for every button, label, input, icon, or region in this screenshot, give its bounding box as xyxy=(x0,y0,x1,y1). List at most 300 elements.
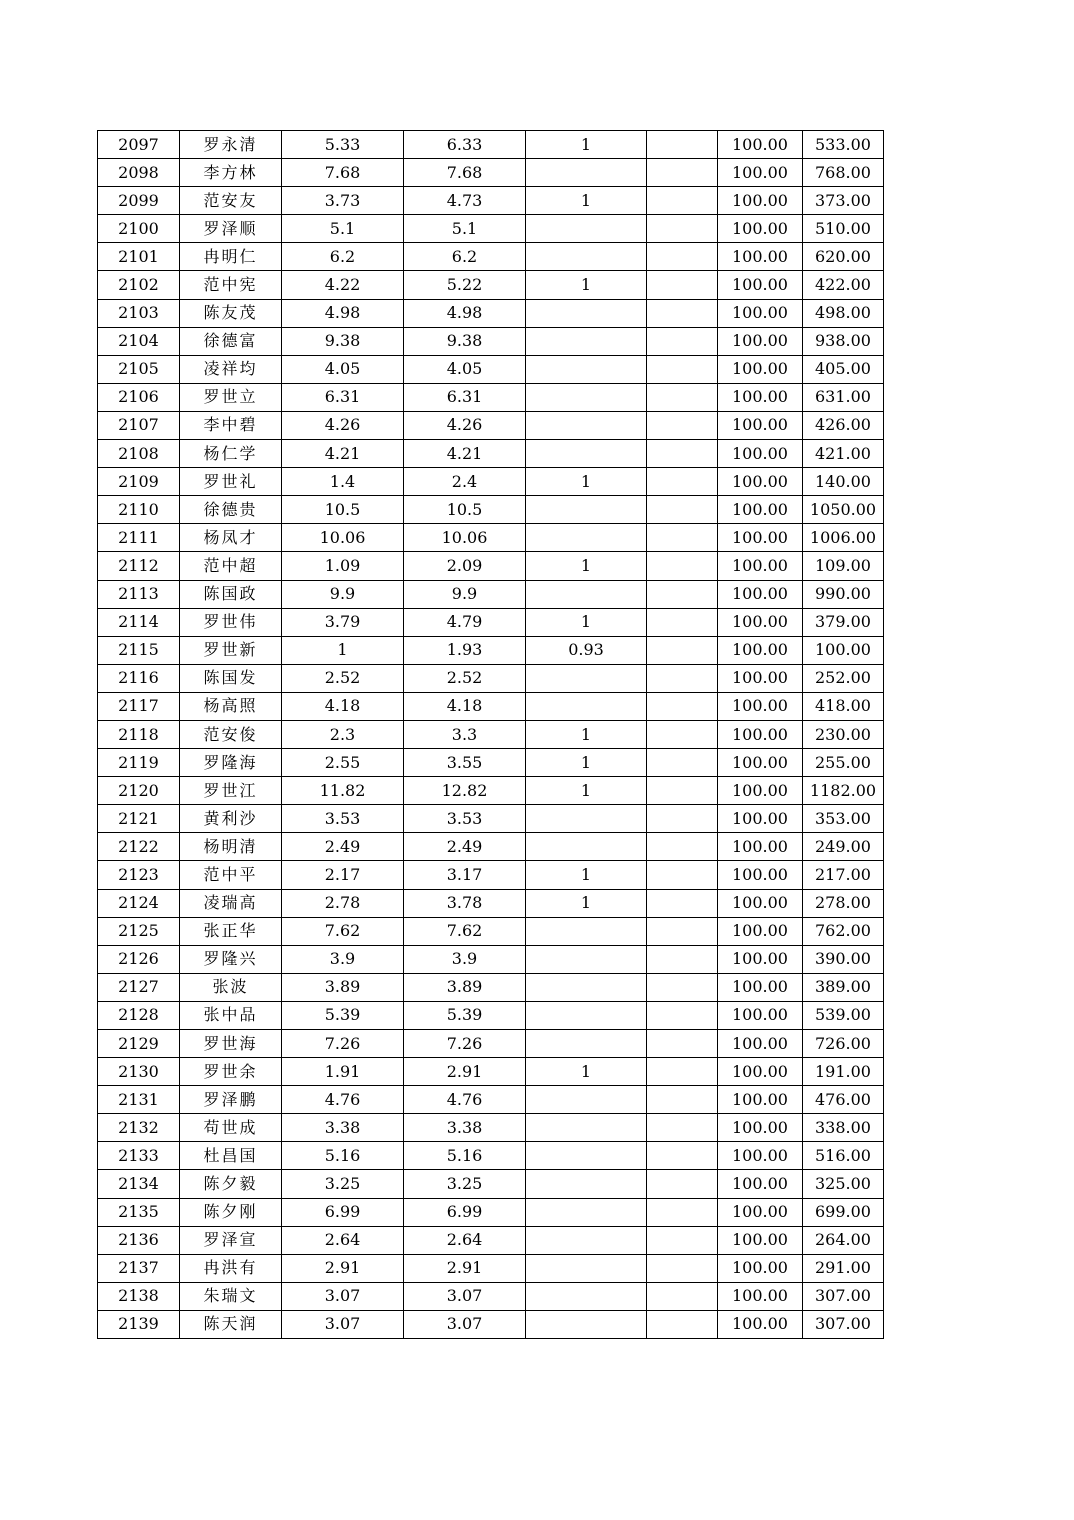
rate-cell: 100.00 xyxy=(718,664,803,692)
value-c-cell xyxy=(526,1114,647,1142)
value-a-cell: 7.62 xyxy=(282,917,404,945)
value-d-cell xyxy=(647,1058,718,1086)
value-b-cell: 5.1 xyxy=(404,215,526,243)
rate-cell: 100.00 xyxy=(718,552,803,580)
value-d-cell xyxy=(647,692,718,720)
table-row xyxy=(98,889,884,917)
row-number-cell: 2109 xyxy=(98,468,180,496)
value-d-cell xyxy=(647,1254,718,1282)
value-b-cell: 3.07 xyxy=(404,1310,526,1338)
amount-cell: 938.00 xyxy=(803,327,884,355)
row-number-cell: 2130 xyxy=(98,1058,180,1086)
value-c-cell xyxy=(526,524,647,552)
amount-cell: 230.00 xyxy=(803,720,884,748)
row-number-cell: 2102 xyxy=(98,271,180,299)
value-a-cell: 3.07 xyxy=(282,1282,404,1310)
value-c-cell: 1 xyxy=(526,889,647,917)
name-cell: 罗世立 xyxy=(180,383,282,411)
table-row xyxy=(98,692,884,720)
value-a-cell: 6.99 xyxy=(282,1198,404,1226)
name-cell: 徐德贵 xyxy=(180,496,282,524)
rate-cell: 100.00 xyxy=(718,327,803,355)
value-a-cell: 6.2 xyxy=(282,243,404,271)
value-a-cell: 7.68 xyxy=(282,159,404,187)
value-a-cell: 3.07 xyxy=(282,1310,404,1338)
value-c-cell xyxy=(526,1226,647,1254)
value-a-cell: 10.5 xyxy=(282,496,404,524)
value-d-cell xyxy=(647,496,718,524)
row-number-cell: 2126 xyxy=(98,945,180,973)
value-b-cell: 6.2 xyxy=(404,243,526,271)
rate-cell: 100.00 xyxy=(718,805,803,833)
row-number-cell: 2108 xyxy=(98,440,180,468)
value-b-cell: 3.53 xyxy=(404,805,526,833)
rate-cell: 100.00 xyxy=(718,468,803,496)
rate-cell: 100.00 xyxy=(718,215,803,243)
rate-cell: 100.00 xyxy=(718,355,803,383)
amount-cell: 353.00 xyxy=(803,805,884,833)
value-a-cell: 7.26 xyxy=(282,1030,404,1058)
amount-cell: 516.00 xyxy=(803,1142,884,1170)
value-b-cell: 3.9 xyxy=(404,945,526,973)
rate-cell: 100.00 xyxy=(718,131,803,159)
value-a-cell: 2.78 xyxy=(282,889,404,917)
table-body xyxy=(98,131,884,1339)
table-row xyxy=(98,945,884,973)
value-c-cell xyxy=(526,1254,647,1282)
value-b-cell: 3.38 xyxy=(404,1114,526,1142)
amount-cell: 379.00 xyxy=(803,608,884,636)
table-row xyxy=(98,1170,884,1198)
rate-cell: 100.00 xyxy=(718,159,803,187)
value-b-cell: 7.26 xyxy=(404,1030,526,1058)
value-d-cell xyxy=(647,383,718,411)
value-d-cell xyxy=(647,1142,718,1170)
rate-cell: 100.00 xyxy=(718,1114,803,1142)
name-cell: 张波 xyxy=(180,973,282,1001)
value-b-cell: 9.9 xyxy=(404,580,526,608)
table-row xyxy=(98,664,884,692)
rate-cell: 100.00 xyxy=(718,411,803,439)
rate-cell: 100.00 xyxy=(718,608,803,636)
row-number-cell: 2101 xyxy=(98,243,180,271)
table-row xyxy=(98,720,884,748)
amount-cell: 217.00 xyxy=(803,861,884,889)
rate-cell: 100.00 xyxy=(718,917,803,945)
value-c-cell xyxy=(526,355,647,383)
value-d-cell xyxy=(647,1226,718,1254)
value-b-cell: 4.21 xyxy=(404,440,526,468)
name-cell: 杨明清 xyxy=(180,833,282,861)
value-a-cell: 3.25 xyxy=(282,1170,404,1198)
row-number-cell: 2110 xyxy=(98,496,180,524)
value-b-cell: 10.5 xyxy=(404,496,526,524)
row-number-cell: 2105 xyxy=(98,355,180,383)
value-a-cell: 11.82 xyxy=(282,777,404,805)
value-c-cell: 0.93 xyxy=(526,636,647,664)
name-cell: 苟世成 xyxy=(180,1114,282,1142)
data-table xyxy=(97,130,884,1339)
value-b-cell: 4.98 xyxy=(404,299,526,327)
rate-cell: 100.00 xyxy=(718,692,803,720)
rate-cell: 100.00 xyxy=(718,496,803,524)
rate-cell: 100.00 xyxy=(718,271,803,299)
value-c-cell xyxy=(526,440,647,468)
value-d-cell xyxy=(647,889,718,917)
value-a-cell: 1.09 xyxy=(282,552,404,580)
value-a-cell: 2.64 xyxy=(282,1226,404,1254)
value-b-cell: 6.31 xyxy=(404,383,526,411)
amount-cell: 325.00 xyxy=(803,1170,884,1198)
value-a-cell: 3.9 xyxy=(282,945,404,973)
table-row xyxy=(98,440,884,468)
row-number-cell: 2100 xyxy=(98,215,180,243)
value-c-cell xyxy=(526,1198,647,1226)
name-cell: 李中碧 xyxy=(180,411,282,439)
rate-cell: 100.00 xyxy=(718,1282,803,1310)
value-c-cell xyxy=(526,917,647,945)
amount-cell: 422.00 xyxy=(803,271,884,299)
value-b-cell: 6.33 xyxy=(404,131,526,159)
rate-cell: 100.00 xyxy=(718,1142,803,1170)
value-d-cell xyxy=(647,917,718,945)
table-row xyxy=(98,833,884,861)
row-number-cell: 2120 xyxy=(98,777,180,805)
table-row xyxy=(98,861,884,889)
table-row xyxy=(98,608,884,636)
value-d-cell xyxy=(647,664,718,692)
value-b-cell: 4.76 xyxy=(404,1086,526,1114)
name-cell: 张中品 xyxy=(180,1001,282,1029)
value-d-cell xyxy=(647,524,718,552)
name-cell: 罗泽宣 xyxy=(180,1226,282,1254)
value-c-cell xyxy=(526,1086,647,1114)
row-number-cell: 2131 xyxy=(98,1086,180,1114)
amount-cell: 421.00 xyxy=(803,440,884,468)
value-c-cell xyxy=(526,692,647,720)
row-number-cell: 2139 xyxy=(98,1310,180,1338)
value-d-cell xyxy=(647,973,718,1001)
value-a-cell: 6.31 xyxy=(282,383,404,411)
value-b-cell: 9.38 xyxy=(404,327,526,355)
rate-cell: 100.00 xyxy=(718,243,803,271)
value-d-cell xyxy=(647,720,718,748)
rate-cell: 100.00 xyxy=(718,383,803,411)
value-b-cell: 2.4 xyxy=(404,468,526,496)
amount-cell: 631.00 xyxy=(803,383,884,411)
value-a-cell: 9.38 xyxy=(282,327,404,355)
table-row xyxy=(98,131,884,159)
amount-cell: 768.00 xyxy=(803,159,884,187)
table-row xyxy=(98,327,884,355)
row-number-cell: 2112 xyxy=(98,552,180,580)
value-c-cell xyxy=(526,159,647,187)
row-number-cell: 2124 xyxy=(98,889,180,917)
value-a-cell: 4.22 xyxy=(282,271,404,299)
value-d-cell xyxy=(647,945,718,973)
value-b-cell: 5.22 xyxy=(404,271,526,299)
table-row xyxy=(98,1030,884,1058)
amount-cell: 426.00 xyxy=(803,411,884,439)
value-a-cell: 9.9 xyxy=(282,580,404,608)
value-b-cell: 4.73 xyxy=(404,187,526,215)
rate-cell: 100.00 xyxy=(718,440,803,468)
rate-cell: 100.00 xyxy=(718,1226,803,1254)
amount-cell: 390.00 xyxy=(803,945,884,973)
table-row xyxy=(98,1058,884,1086)
name-cell: 徐德富 xyxy=(180,327,282,355)
value-d-cell xyxy=(647,440,718,468)
amount-cell: 389.00 xyxy=(803,973,884,1001)
row-number-cell: 2106 xyxy=(98,383,180,411)
value-a-cell: 3.79 xyxy=(282,608,404,636)
value-c-cell: 1 xyxy=(526,271,647,299)
amount-cell: 252.00 xyxy=(803,664,884,692)
row-number-cell: 2107 xyxy=(98,411,180,439)
name-cell: 范中宪 xyxy=(180,271,282,299)
name-cell: 罗世海 xyxy=(180,1030,282,1058)
table-row xyxy=(98,468,884,496)
table-row xyxy=(98,1310,884,1338)
amount-cell: 249.00 xyxy=(803,833,884,861)
rate-cell: 100.00 xyxy=(718,1001,803,1029)
row-number-cell: 2122 xyxy=(98,833,180,861)
name-cell: 杜昌国 xyxy=(180,1142,282,1170)
amount-cell: 140.00 xyxy=(803,468,884,496)
amount-cell: 418.00 xyxy=(803,692,884,720)
value-a-cell: 2.55 xyxy=(282,749,404,777)
value-a-cell: 4.26 xyxy=(282,411,404,439)
row-number-cell: 2104 xyxy=(98,327,180,355)
row-number-cell: 2135 xyxy=(98,1198,180,1226)
value-c-cell: 1 xyxy=(526,720,647,748)
table-row xyxy=(98,1282,884,1310)
table-row xyxy=(98,1198,884,1226)
table-row xyxy=(98,187,884,215)
rate-cell: 100.00 xyxy=(718,833,803,861)
rate-cell: 100.00 xyxy=(718,1030,803,1058)
value-b-cell: 7.68 xyxy=(404,159,526,187)
value-d-cell xyxy=(647,327,718,355)
row-number-cell: 2132 xyxy=(98,1114,180,1142)
value-a-cell: 4.98 xyxy=(282,299,404,327)
value-a-cell: 5.1 xyxy=(282,215,404,243)
value-c-cell: 1 xyxy=(526,861,647,889)
name-cell: 罗泽鹏 xyxy=(180,1086,282,1114)
row-number-cell: 2099 xyxy=(98,187,180,215)
value-b-cell: 12.82 xyxy=(404,777,526,805)
row-number-cell: 2119 xyxy=(98,749,180,777)
name-cell: 罗世余 xyxy=(180,1058,282,1086)
value-c-cell xyxy=(526,580,647,608)
value-a-cell: 3.38 xyxy=(282,1114,404,1142)
amount-cell: 373.00 xyxy=(803,187,884,215)
value-c-cell xyxy=(526,664,647,692)
name-cell: 罗世江 xyxy=(180,777,282,805)
amount-cell: 264.00 xyxy=(803,1226,884,1254)
value-c-cell xyxy=(526,1310,647,1338)
name-cell: 杨凤才 xyxy=(180,524,282,552)
table-row xyxy=(98,973,884,1001)
value-a-cell: 2.49 xyxy=(282,833,404,861)
row-number-cell: 2113 xyxy=(98,580,180,608)
name-cell: 罗世礼 xyxy=(180,468,282,496)
value-a-cell: 1.4 xyxy=(282,468,404,496)
value-b-cell: 4.26 xyxy=(404,411,526,439)
value-b-cell: 4.79 xyxy=(404,608,526,636)
table-row xyxy=(98,1086,884,1114)
row-number-cell: 2098 xyxy=(98,159,180,187)
value-b-cell: 2.91 xyxy=(404,1254,526,1282)
amount-cell: 620.00 xyxy=(803,243,884,271)
value-d-cell xyxy=(647,1086,718,1114)
amount-cell: 100.00 xyxy=(803,636,884,664)
row-number-cell: 2114 xyxy=(98,608,180,636)
value-d-cell xyxy=(647,271,718,299)
value-d-cell xyxy=(647,580,718,608)
name-cell: 张正华 xyxy=(180,917,282,945)
value-a-cell: 2.52 xyxy=(282,664,404,692)
value-c-cell xyxy=(526,805,647,833)
value-c-cell: 1 xyxy=(526,552,647,580)
table-row xyxy=(98,805,884,833)
name-cell: 陈国发 xyxy=(180,664,282,692)
table-row xyxy=(98,271,884,299)
rate-cell: 100.00 xyxy=(718,636,803,664)
name-cell: 冉明仁 xyxy=(180,243,282,271)
amount-cell: 539.00 xyxy=(803,1001,884,1029)
value-d-cell xyxy=(647,1001,718,1029)
amount-cell: 510.00 xyxy=(803,215,884,243)
name-cell: 陈夕刚 xyxy=(180,1198,282,1226)
row-number-cell: 2138 xyxy=(98,1282,180,1310)
name-cell: 罗世新 xyxy=(180,636,282,664)
value-d-cell xyxy=(647,187,718,215)
table-row xyxy=(98,1001,884,1029)
name-cell: 凌瑞高 xyxy=(180,889,282,917)
amount-cell: 726.00 xyxy=(803,1030,884,1058)
amount-cell: 338.00 xyxy=(803,1114,884,1142)
name-cell: 罗隆兴 xyxy=(180,945,282,973)
value-d-cell xyxy=(647,749,718,777)
value-a-cell: 10.06 xyxy=(282,524,404,552)
name-cell: 罗泽顺 xyxy=(180,215,282,243)
value-c-cell xyxy=(526,945,647,973)
amount-cell: 762.00 xyxy=(803,917,884,945)
rate-cell: 100.00 xyxy=(718,749,803,777)
row-number-cell: 2103 xyxy=(98,299,180,327)
value-b-cell: 2.52 xyxy=(404,664,526,692)
value-d-cell xyxy=(647,608,718,636)
table-row xyxy=(98,496,884,524)
amount-cell: 255.00 xyxy=(803,749,884,777)
value-c-cell xyxy=(526,243,647,271)
rate-cell: 100.00 xyxy=(718,861,803,889)
rate-cell: 100.00 xyxy=(718,1310,803,1338)
amount-cell: 476.00 xyxy=(803,1086,884,1114)
rate-cell: 100.00 xyxy=(718,1086,803,1114)
name-cell: 陈夕毅 xyxy=(180,1170,282,1198)
value-c-cell: 1 xyxy=(526,749,647,777)
amount-cell: 109.00 xyxy=(803,552,884,580)
row-number-cell: 2097 xyxy=(98,131,180,159)
row-number-cell: 2115 xyxy=(98,636,180,664)
value-d-cell xyxy=(647,1310,718,1338)
value-b-cell: 2.09 xyxy=(404,552,526,580)
value-b-cell: 4.05 xyxy=(404,355,526,383)
value-b-cell: 2.64 xyxy=(404,1226,526,1254)
table-row xyxy=(98,1114,884,1142)
value-a-cell: 1.91 xyxy=(282,1058,404,1086)
value-d-cell xyxy=(647,833,718,861)
name-cell: 李方林 xyxy=(180,159,282,187)
row-number-cell: 2134 xyxy=(98,1170,180,1198)
value-c-cell: 1 xyxy=(526,187,647,215)
value-d-cell xyxy=(647,636,718,664)
row-number-cell: 2116 xyxy=(98,664,180,692)
table-row xyxy=(98,243,884,271)
value-a-cell: 2.17 xyxy=(282,861,404,889)
table-row xyxy=(98,159,884,187)
value-d-cell xyxy=(647,1198,718,1226)
row-number-cell: 2127 xyxy=(98,973,180,1001)
value-d-cell xyxy=(647,243,718,271)
name-cell: 凌祥均 xyxy=(180,355,282,383)
table-row xyxy=(98,1226,884,1254)
table-row xyxy=(98,1142,884,1170)
amount-cell: 307.00 xyxy=(803,1282,884,1310)
amount-cell: 1006.00 xyxy=(803,524,884,552)
rate-cell: 100.00 xyxy=(718,524,803,552)
value-d-cell xyxy=(647,215,718,243)
name-cell: 范安友 xyxy=(180,187,282,215)
table-row xyxy=(98,636,884,664)
value-b-cell: 5.16 xyxy=(404,1142,526,1170)
value-d-cell xyxy=(647,131,718,159)
value-b-cell: 10.06 xyxy=(404,524,526,552)
value-b-cell: 3.89 xyxy=(404,973,526,1001)
value-d-cell xyxy=(647,1170,718,1198)
table-row xyxy=(98,524,884,552)
value-a-cell: 2.91 xyxy=(282,1254,404,1282)
value-c-cell: 1 xyxy=(526,777,647,805)
table-row xyxy=(98,777,884,805)
value-c-cell: 1 xyxy=(526,131,647,159)
value-a-cell: 3.89 xyxy=(282,973,404,1001)
amount-cell: 1182.00 xyxy=(803,777,884,805)
value-a-cell: 5.16 xyxy=(282,1142,404,1170)
row-number-cell: 2118 xyxy=(98,720,180,748)
rate-cell: 100.00 xyxy=(718,187,803,215)
amount-cell: 533.00 xyxy=(803,131,884,159)
value-c-cell xyxy=(526,1170,647,1198)
value-c-cell xyxy=(526,327,647,355)
value-d-cell xyxy=(647,1114,718,1142)
name-cell: 杨仁学 xyxy=(180,440,282,468)
value-c-cell xyxy=(526,215,647,243)
rate-cell: 100.00 xyxy=(718,1254,803,1282)
row-number-cell: 2136 xyxy=(98,1226,180,1254)
value-b-cell: 4.18 xyxy=(404,692,526,720)
value-c-cell xyxy=(526,1030,647,1058)
row-number-cell: 2137 xyxy=(98,1254,180,1282)
value-a-cell: 2.3 xyxy=(282,720,404,748)
rate-cell: 100.00 xyxy=(718,720,803,748)
value-d-cell xyxy=(647,355,718,383)
table-row xyxy=(98,411,884,439)
value-a-cell: 5.33 xyxy=(282,131,404,159)
row-number-cell: 2111 xyxy=(98,524,180,552)
